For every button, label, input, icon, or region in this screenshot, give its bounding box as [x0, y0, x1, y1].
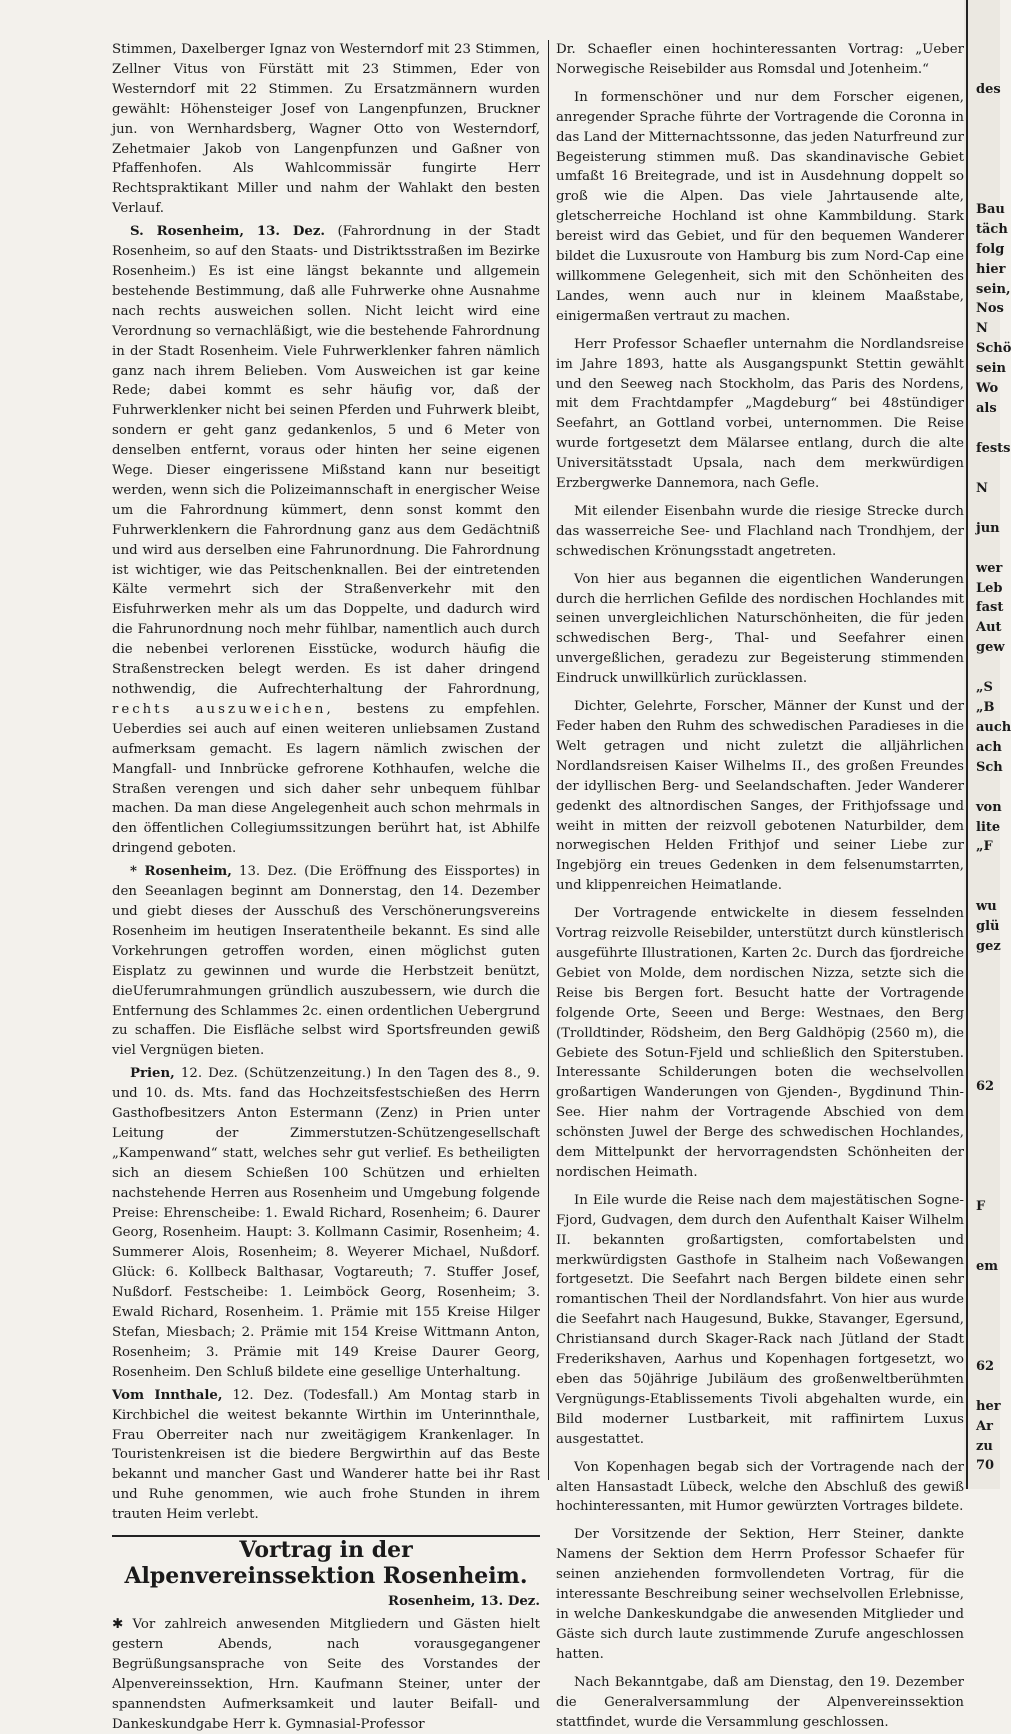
article-lecture-intro: ✱ Vor zahlreich anwesenden Mitgliedern und Gästen hielt gestern Abends, nach vorausgegangener Begrüßungsansprache von Seite des Vorstandes der Alpenvereinssektion, Hrn. Kaufmann Steiner, unter der spannendsten Aufmerksamkeit und lauter Beifall- und Dankeskundgabe Herr k. Gymnasial-Professor [112, 1616, 540, 1732]
fragment-text: folg [976, 241, 1005, 257]
fragment-text: „S [976, 680, 993, 696]
article-paragraph: Herr Professor Schaefler unternahm die Nordlandsreise im Jahre 1893, hatte als Ausgangspunkt Stettin gewählt und den Seeweg nach Stockholm, das Paris des Nordens, mit dem Frachtdampfer „Magdeburg“ bei 48stündiger Seefahrt, an Gottland vorbei, unternommen. Die Reise wurde fortgesetzt dem Mälarsee entlang, durch die alte Universitätsstadt Upsala, nach dem merkwürdigen Erzbergwerke Dannemora, nach Gefle. [556, 336, 964, 492]
article-paragraph: Von hier aus begannen die eigentlichen Wanderungen durch die herrlichen Gefilde des nordischen Hochlandes mit seinen unvergleichlichen Naturschönheiten, die für jeden schwedischen Berg-, Thal- und Seefahrer einen unvergeßlichen, geradezu zur Begeisterung stimmenden Eindruck unwillkürlich zurücklassen. [556, 571, 964, 687]
article-paragraph: In Eile wurde die Reise nach dem majestätischen Sogne-Fjord, Gudvagen, dem durch den Aufenthalt Kaiser Wilhelm II. bekannten großartigsten, comfortabelsten und merkwürdigsten Gasthofe in Stalheim nach Voßewangen fortgesetzt. Die Seefahrt nach Bergen bildete einen sehr romantischen Theil der Nordlandsfahrt. Von hier aus wurde die Seefahrt nach Haugesund, Bukke, Stavanger, Egersund, Christiansand durch Skager-Rack nach Jütland der Stadt Frederikshaven, Aarhus und Kopenhagen fortgesetzt, wo eben das 50jährige Jubiläum des großenweltberühmten Vergnügungs-Etablissements Tivoli abgehalten wurde, ein Bild moderner Lustbarkeit, mit raffinirtem Luxus ausgestattet. [556, 1192, 964, 1447]
fragment-text: Leb [976, 580, 1003, 596]
article-paragraph: Stimmen, Daxelberger Ignaz von Westerndorf mit 23 Stimmen, Zellner Vitus von Fürstätt mit 23 Stimmen, Eder von Westerndorf mit 22 Stimmen. Zu Ersatzmännern wurden gewählt: Höhensteiger Josef von Langenpfunzen, Bruckner jun. von Wernhardsberg, Wagner Otto von Westerndorf, Zehetmaier Jakob von Langenpfunzen und Gaßner von Pfaffenhofen. Als Wahlcommissär fungirte Herr Rechtspraktikant Miller und nahm der Wahlakt den besten Verlauf. [112, 42, 540, 217]
fragment-text: 70 [976, 1458, 995, 1474]
fragment-text: wu [976, 899, 997, 915]
fragment-text: Sch [976, 759, 1003, 775]
article-ice-sport: * Rosenheim, 13. Dez. (Die Eröffnung des Eissportes) in den Seeanlagen beginnt am Donnerstag, den 14. Dezember und giebt dieses der Ausschuß des Verschönerungsvereins Rosenheim im heutigen Inseratentheile bekannt. Es sind alle Vorkehrungen getroffen worden, einen möglichst guten Eisplatz zu gewinnen und wurde die Herbstzeit benützt, dieUferumrahmungen gründlich auszubessern, wie durch die Entfernung des Schlammes 2c. einen ordentlichen Uebergrund zu schaffen. Die Eisfläche selbst wird Sportsfreunden gewiß viel Vergnügen bieten. [112, 864, 540, 1059]
fragment-text: „F [976, 839, 993, 855]
section-heading: Vortrag in der Alpenvereinssektion Rosenheim. [124, 1537, 528, 1590]
fragment-text: wer [976, 560, 1003, 576]
article-paragraph: Nach Bekanntgabe, daß am Dienstag, den 19. Dezember die Generalversammlung der Alpenvereinssektion stattfindet, wurde die Versammlung geschlossen. [556, 1674, 964, 1730]
article-prien-shooting: Prien, 12. Dez. (Schützenzeitung.) In den Tagen des 8., 9. und 10. ds. Mts. fand das Hochzeitsfestschießen des Herrn Gasthofbesitzers Anton Estermann (Zenz) in Prien unter Leitung der Zimmerstutzen-Schützengesellschaft „Kampenwand“ statt, welches sehr gut verlief. Es betheiligten sich an diesem Schießen 100 Schützen und erhielten nachstehende Herren aus Rosenheim und Umgebung folgende Preise: Ehrenscheibe: 1. Ewald Richard, Rosenheim; 6. Daurer Georg, Rosenheim. Haupt: 3. Kollmann Casimir, Rosenheim; 4. Summerer Alois, Rosenheim; 8. Weyerer Michael, Nußdorf. Glück: 6. Kollbeck Balthasar, Vogtareuth; 7. Stuffer Josef, Nußdorf. Festscheibe: 1. Leimböck Georg, Rosenheim; 3. Ewald Richard, Rosenheim. 1. Prämie mit 155 Kreise Hilger Stefan, Miesbach; 2. Prämie mit 154 Kreise Wittmann Anton, Rosenheim; 3. Prämie mit 149 Kreise Daurer Georg, Rosenheim. Den Schluß bildete eine gesellige Unterhaltung. [112, 1066, 540, 1380]
fragment-text: N [976, 480, 988, 496]
fragment-text: von [976, 799, 1002, 815]
fragment-text: Schö [976, 341, 1011, 357]
article-paragraph: Dichter, Gelehrte, Forscher, Männer der Kunst und der Feder haben den Ruhm des schwedischen Paradieses in die Welt getragen und nicht zuletzt die alljährlichen Nordlandsreisen Kaiser Wilhelms II., des großen Freundes der idyllischen Berg- und Seelandschaften. Jeder Wanderer gedenkt des altnordischen Sanges, der Frithjofssage und weiht in mitten der reizvoll gebotenen Naturbilder, dem norwegischen Helden Frithjof und seiner Liebe zur Ingebjörg ein treues Gedenken in dem felsenumstarrten, und klippenreichen Heimatlande. [556, 699, 964, 894]
article-lead: S. Rosenheim, 13. Dez. [130, 224, 325, 240]
fragment-text: Nos [976, 301, 1004, 317]
dateline: Rosenheim, 13. Dez. [388, 1594, 540, 1610]
article-paragraph: Der Vorsitzende der Sektion, Herr Steiner, dankte Namens der Sektion dem Herrn Professor Schaefer für seinen anziehenden formvollendeten Vortrag, für die interessante Beschreibung seiner wechselvollen Erlebnisse, in welche Dankeskundgabe die anwesenden Mitglieder und Gäste sich durch laute zustimmende Zurufe angeschlossen hatten. [556, 1527, 964, 1662]
fragment-text: 62 [976, 1358, 995, 1374]
article-paragraph: Von Kopenhagen begab sich der Vortragende nach der alten Hansastadt Lübeck, welche den Abschluß des gewiß hochinteressanten, mit Humor gewürzten Vortrages bildete. [556, 1459, 964, 1515]
left-column [112, 40, 540, 1732]
page-edge-rule [966, 0, 968, 1489]
middle-column [556, 40, 964, 1730]
fragment-text: „B [976, 700, 995, 716]
fragment-text: täch [976, 221, 1008, 237]
fragment-text: jun [976, 520, 1000, 536]
column-divider [548, 40, 549, 1480]
fragment-text: N [976, 321, 988, 337]
article-paragraph: Mit eilender Eisenbahn wurde die riesige Strecke durch das wasserreiche See- und Flachland nach Trondhjem, der schwedischen Krönungsstadt angetreten. [556, 503, 964, 559]
article-paragraph: In formenschöner und nur dem Forscher eigenen, anregender Sprache führte der Vortragende die Coronna in das Land der Mitternachtssonne, das jeden Naturfreund zur Begeisterung stimmen muß. Das skandinavische Gebiet umfaßt 16 Breitegrade, und ist in Ausdehnung doppelt so groß wie die Alpen. Das viele Jahrtausende alte, gletscherreiche Hochland ist ohne Kammbildung. Stark bereist wird das Gebiet, und für den bequemen Wanderer bildet die Luxusroute von Hamburg bis zum Nord-Cap eine willkommene Gelegenheit, sich mit den Schönheiten des Landes, wenn auch nur in kleinem Maaßstabe, einigermaßen vertraut zu machen. [556, 89, 964, 324]
fragment-text: auch [976, 719, 1011, 735]
fragment-text: ach [976, 739, 1002, 755]
fragment-text: gew [976, 640, 1005, 656]
fragment-text: fast [976, 600, 1004, 616]
article-lead: Prien, [130, 1066, 175, 1082]
fragment-text: her [976, 1398, 1001, 1414]
fragment-text: Wo [976, 381, 999, 397]
article-rosenheim-traffic: S. Rosenheim, 13. Dez. (Fahrordnung in der Stadt Rosenheim, so auf den Staats- und Distriktsstraßen im Bezirke Rosenheim.) Es ist eine längst bekannte und allgemein bestehende Bestimmung, daß alle Fuhrwerke ohne Ausnahme nach rechts ausweichen sollen. Nicht leicht wird eine Verordnung so vernachläßigt, wie die bestehende Fahrordnung in der Stadt Rosenheim. Viele Fuhrwerklenker fahren nämlich ganz nach ihrem Belieben. Vom Ausweichen ist gar keine Rede; dabei kommt es sehr häufig vor, daß der Fuhrwerklenker nicht bei seinen Pferden und Fuhrwerk bleibt, sondern er geht ganz gedankenlos, 5 und 6 Meter von denselben entfernt, voraus oder hinten her seine eigenen Wege. Dieser eingerissene Mißstand kann nur beseitigt werden, wenn sich die Polizeimannschaft in energischer Weise um die Fahrordnung kümmert, denn sonst kommt den Fuhrwerklenkern die Fahrordnung ganz aus dem Gedächtniß und wird aus derselben eine Fahrunordnung. Die Fahrordnung ist wichtiger, wie das Peitschenknallen. Bei der eintretenden Kälte vermehrt sich der Straßenverkehr mit den Eisfuhrwerken mehr als um das Doppelte, und dadurch wird die Fahrunordnung noch mehr fühlbar, namentlich auch durch die nebenbei verlorenen Eisstücke, wodurch häufig die Straßenstrecken belegt werden. Es ist daher dringend nothwendig, die Aufrechterhaltung der Fahrordnung, rechts auszuweichen, bestens zu empfehlen. Ueberdies sei auch auf einen weiteren unliebsamen Zustand aufmerksam gemacht. Es lagern nämlich zwischen der Mangfall- und Innbrücke gefrorene Kothhaufen, welche die Straßen verengen und sich daher sehr unbequem fühlbar machen. Da man diese Angelegenheit auch schon mehrmals in den öffentlichen Collegiumssitzungen berührt hat, ist Abhilfe dringend geboten. [112, 224, 540, 857]
fragment-text: Aut [976, 620, 1002, 636]
fragment-text: lite [976, 819, 1001, 835]
fragment-text: des [976, 82, 1001, 97]
adjacent-column-fragments [976, 40, 1011, 1480]
fragment-text: sein, [976, 281, 1011, 297]
article-paragraph: Der Vortragende entwickelte in diesem fesselnden Vortrag reizvolle Reisebilder, unterstützt durch künstlerisch ausgeführte Illustrationen, Karten 2c. Durch das fjordreiche Gebiet von Molde, dem nordischen Nizza, setzte sich die Reise bis Bergen fort. Besucht hatte der Vortragende folgende Orte, Seeen und Berge: Westnaes, den Berg (Trolldtinder, Rödsheim, den Berg Galdhöpig (2560 m), die Gebiete des Sotun-Fjeld und schließlich den Spiterstuben. Interessante Schilderungen boten die wechselvollen großartigen Wanderungen von Gjenden-, Bygdinund Thin-See. Hier nahm der Vortragende Abschied von dem schönsten Juwel der Berge des schwedischen Hochlandes, dem Mittelpunkt der hervorragendsten Schönheiten der nordischen Heimath. [556, 906, 964, 1180]
fragment-text: em [976, 1258, 999, 1274]
article-lead: * Rosenheim, [130, 864, 232, 880]
fragment-text: glü [976, 919, 1000, 935]
article-paragraph: Dr. Schaefler einen hochinteressanten Vortrag: „Ueber Norwegische Reisebilder aus Romsdal und Jotenheim.“ [556, 42, 964, 77]
article-innthal-death: Vom Innthale, 12. Dez. (Todesfall.) Am Montag starb in Kirchbichel die weitest bekannte Wirthin im Unterinnthale, Frau Oberreiter nach nur zweitägigem Krankenlager. In Touristenkreisen ist die biedere Bergwirthin auf das Beste bekannt und mancher Gast und Wanderer hatte bei ihr Rast und Ruhe genommen, wie auch frohe Stunden in ihrem trauten Heim verlebt. [112, 1387, 540, 1523]
fragment-text: F [976, 1199, 986, 1214]
fragment-text: zu [976, 1438, 993, 1454]
fragment-text: fests [976, 440, 1011, 456]
fragment-text: sein [976, 361, 1006, 377]
fragment-text: 62 [976, 1079, 995, 1095]
fragment-text: hier [976, 261, 1006, 277]
fragment-text: gez [976, 939, 1001, 955]
fragment-text: Ar [976, 1418, 993, 1434]
article-lead: Vom Innthale, [112, 1387, 223, 1403]
fragment-text: Bau [976, 201, 1005, 217]
fragment-text: als [976, 400, 997, 416]
